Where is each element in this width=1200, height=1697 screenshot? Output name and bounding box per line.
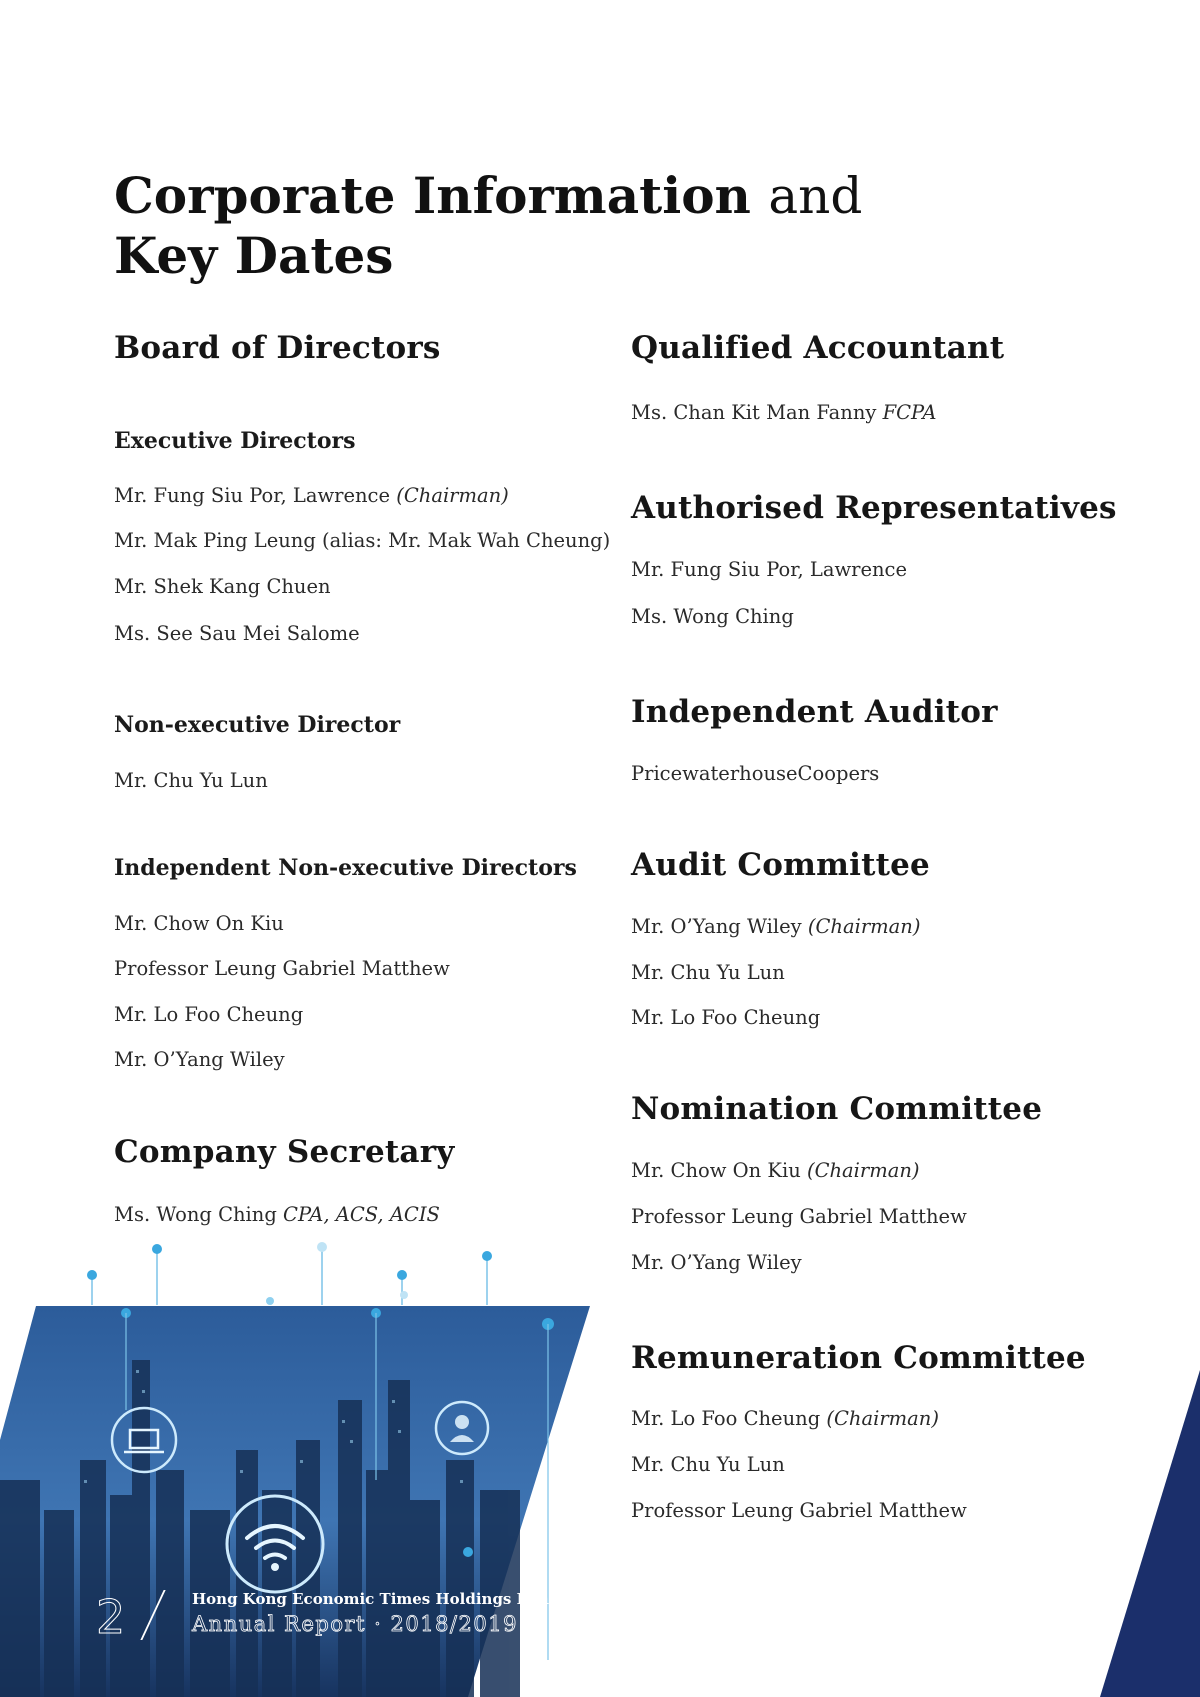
nomination-member bbox=[631, 1159, 920, 1182]
secretary-qualifications: CPA, ACS, ACIS bbox=[283, 1203, 440, 1226]
audit-member bbox=[631, 1006, 820, 1029]
member-name: Mr. O’Yang Wiley bbox=[631, 1251, 802, 1274]
ined-director: Professor Leung Gabriel Matthew bbox=[114, 957, 450, 980]
nomination-member bbox=[631, 1205, 967, 1228]
member-role: (Chairman) bbox=[806, 1159, 920, 1182]
board-heading: Board of Directors bbox=[114, 330, 441, 366]
title-line2: Key Dates bbox=[114, 226, 394, 285]
audit-member bbox=[631, 915, 920, 938]
nonexec-director: Mr. Chu Yu Lun bbox=[114, 769, 268, 792]
member-role: (Chairman) bbox=[826, 1407, 939, 1430]
member-name: Mr. O’Yang Wiley bbox=[631, 915, 802, 938]
navy-triangle-decoration bbox=[1100, 1370, 1200, 1697]
nomination-member bbox=[631, 1251, 802, 1274]
secretary bbox=[114, 1203, 440, 1226]
title-light: and bbox=[768, 167, 863, 225]
member-name: Mr. Chu Yu Lun bbox=[631, 1453, 785, 1476]
member-name: Mr. Chow On Kiu bbox=[631, 1159, 801, 1182]
exec-director bbox=[114, 484, 509, 507]
nonexec-heading: Non-executive Director bbox=[114, 712, 401, 738]
ined-director: Mr. Lo Foo Cheung bbox=[114, 1003, 304, 1026]
ined-heading: Independent Non-executive Directors bbox=[114, 855, 577, 881]
director-name: Mr. Mak Ping Leung (alias: Mr. Mak Wah Cheung) bbox=[114, 529, 611, 552]
ined-director: Mr. O’Yang Wiley bbox=[114, 1048, 285, 1071]
director-name: Mr. Fung Siu Por, Lawrence bbox=[114, 484, 391, 507]
page-title bbox=[114, 166, 862, 285]
director-role: (Chairman) bbox=[396, 484, 509, 507]
secretary-heading: Company Secretary bbox=[114, 1134, 455, 1170]
qa-name: Ms. Chan Kit Man Fanny bbox=[631, 401, 877, 424]
director-name: Mr. Shek Kang Chuen bbox=[114, 575, 331, 598]
remuneration-heading: Remuneration Committee bbox=[631, 1340, 1086, 1376]
qa-person bbox=[631, 401, 936, 424]
exec-heading: Executive Directors bbox=[114, 428, 356, 454]
ar-person: Mr. Fung Siu Por, Lawrence bbox=[631, 558, 908, 581]
page-number: 2 bbox=[96, 1590, 126, 1644]
remuneration-member bbox=[631, 1499, 967, 1522]
director-name: Ms. See Sau Mei Salome bbox=[114, 622, 360, 645]
footer-company-name: Hong Kong Economic Times Holdings Limited bbox=[192, 1590, 582, 1608]
ined-director: Mr. Chow On Kiu bbox=[114, 912, 284, 935]
ar-person: Ms. Wong Ching bbox=[631, 605, 794, 628]
remuneration-member bbox=[631, 1453, 785, 1476]
member-name: Professor Leung Gabriel Matthew bbox=[631, 1205, 967, 1228]
exec-director bbox=[114, 575, 331, 598]
member-name: Mr. Lo Foo Cheung bbox=[631, 1006, 821, 1029]
qa-heading: Qualified Accountant bbox=[631, 330, 1005, 366]
exec-director bbox=[114, 529, 610, 552]
member-name: Mr. Chu Yu Lun bbox=[631, 961, 785, 984]
member-name: Professor Leung Gabriel Matthew bbox=[631, 1499, 967, 1522]
audit-heading: Audit Committee bbox=[631, 847, 930, 883]
secretary-name: Ms. Wong Ching bbox=[114, 1203, 277, 1226]
title-bold: Corporate Information bbox=[114, 166, 751, 225]
auditor-name: PricewaterhouseCoopers bbox=[631, 762, 880, 785]
remuneration-member bbox=[631, 1407, 939, 1430]
member-role: (Chairman) bbox=[807, 915, 921, 938]
qa-qualification: FCPA bbox=[882, 401, 937, 424]
ar-heading: Authorised Representatives bbox=[631, 490, 1117, 526]
exec-director bbox=[114, 622, 360, 645]
audit-member bbox=[631, 961, 785, 984]
auditor-heading: Independent Auditor bbox=[631, 694, 998, 730]
nomination-heading: Nomination Committee bbox=[631, 1091, 1043, 1127]
footer-report-title: Annual Report · 2018/2019 bbox=[192, 1612, 518, 1636]
member-name: Mr. Lo Foo Cheung bbox=[631, 1407, 821, 1430]
